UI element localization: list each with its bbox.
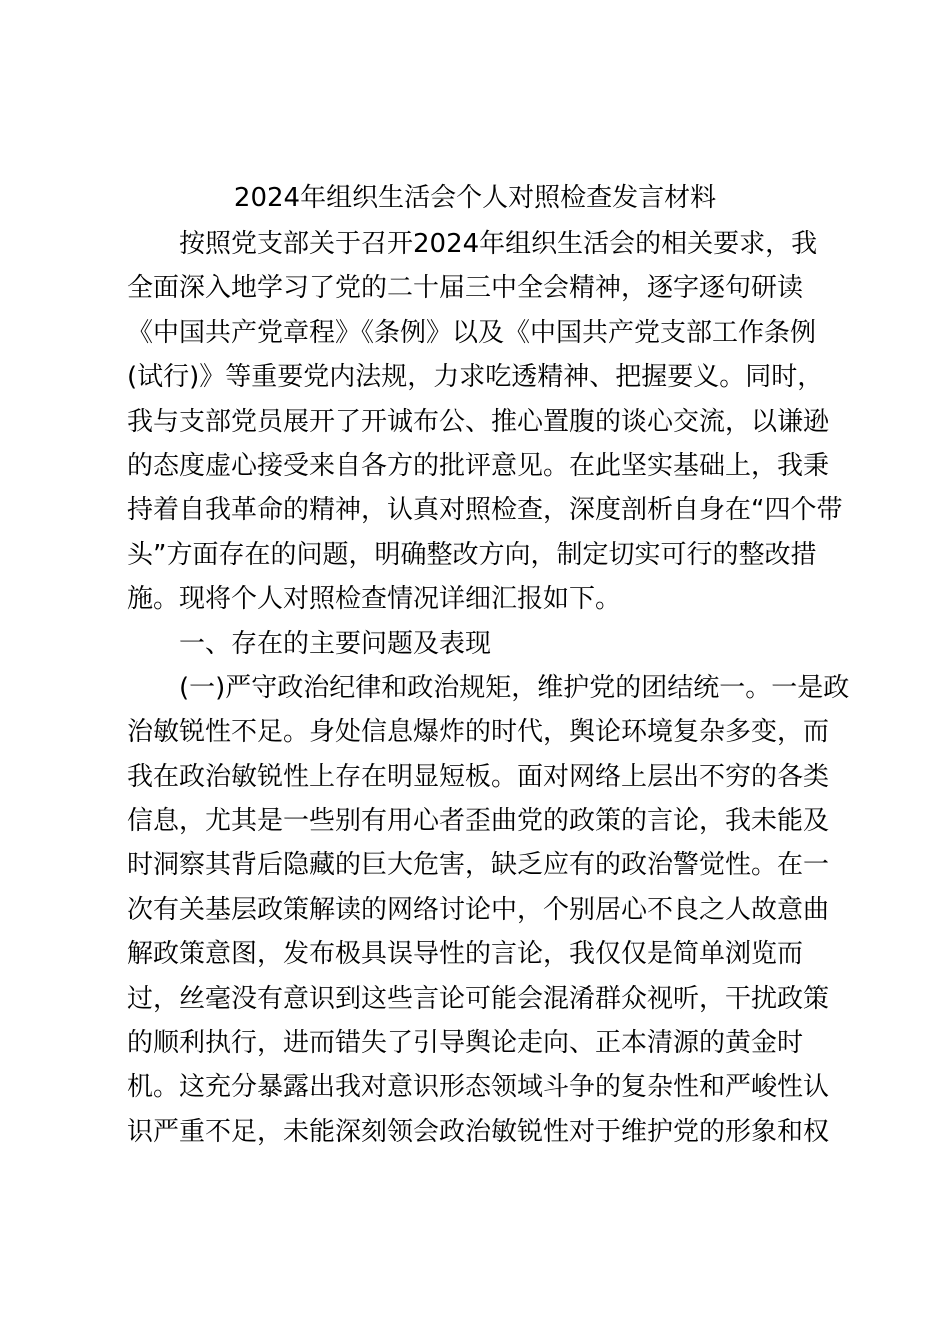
paragraph-line: 按照党支部关于召开2024年组织生活会的相关要求，我: [179, 229, 818, 259]
paragraph-line: 的顺利执行，进而错失了引导舆论走向、正本清源的黄金时: [127, 1028, 804, 1059]
paragraph-line: 治敏锐性不足。身处信息爆炸的时代，舆论环境复杂多变，而: [127, 717, 830, 748]
paragraph-line: 时洞察其背后隐藏的巨大危害，缺乏应有的政治警觉性。在一: [127, 850, 830, 881]
paragraph-line: (试行)》等重要党内法规，力求吃透精神、把握要义。同时，: [127, 362, 824, 393]
paragraph-line: 信息，尤其是一些别有用心者歪曲党的政策的言论，我未能及: [127, 806, 830, 837]
paragraph-line: 施。现将个人对照检查情况详细汇报如下。: [127, 584, 622, 615]
paragraph-line: 头”方面存在的问题，明确整改方向，制定切实可行的整改措: [127, 539, 817, 570]
paragraph-line: 全面深入地学习了党的二十届三中全会精神，逐字逐句研读: [127, 273, 804, 304]
document-body: [127, 222, 850, 1154]
paragraph-line: 过，丝毫没有意识到这些言论可能会混淆群众视听，干扰政策: [127, 983, 830, 1014]
paragraph-line: 持着自我革命的精神，认真对照检查，深度剖析自身在“四个带: [127, 495, 843, 526]
section-heading: 一、存在的主要问题及表现: [179, 628, 492, 659]
paragraph-line: 我与支部党员展开了开诚布公、推心置腹的谈心交流，以谦逊: [127, 406, 830, 437]
paragraph-line: 机。这充分暴露出我对意识形态领域斗争的复杂性和严峻性认: [127, 1072, 830, 1103]
paragraph-line: 的态度虚心接受来自各方的批评意见。在此坚实基础上，我秉: [127, 450, 830, 481]
paragraph-line: 我在政治敏锐性上存在明显短板。面对网络上层出不穷的各类: [127, 761, 830, 792]
paragraph-line: 次有关基层政策解读的网络讨论中，个别居心不良之人故意曲: [127, 894, 830, 925]
paragraph-line: 识严重不足，未能深刻领会政治敏锐性对于维护党的形象和权: [127, 1116, 830, 1147]
paragraph-line: 《中国共产党章程》《条例》以及《中国共产党支部工作条例: [127, 317, 817, 348]
paragraph-line: (一)严守政治纪律和政治规矩，维护党的团结统一。一是政: [179, 672, 850, 703]
paragraph-line: 解政策意图，发布极具误导性的言论，我仅仅是简单浏览而: [127, 939, 804, 970]
document-title: 2024年组织生活会个人对照检查发言材料: [233, 183, 717, 213]
